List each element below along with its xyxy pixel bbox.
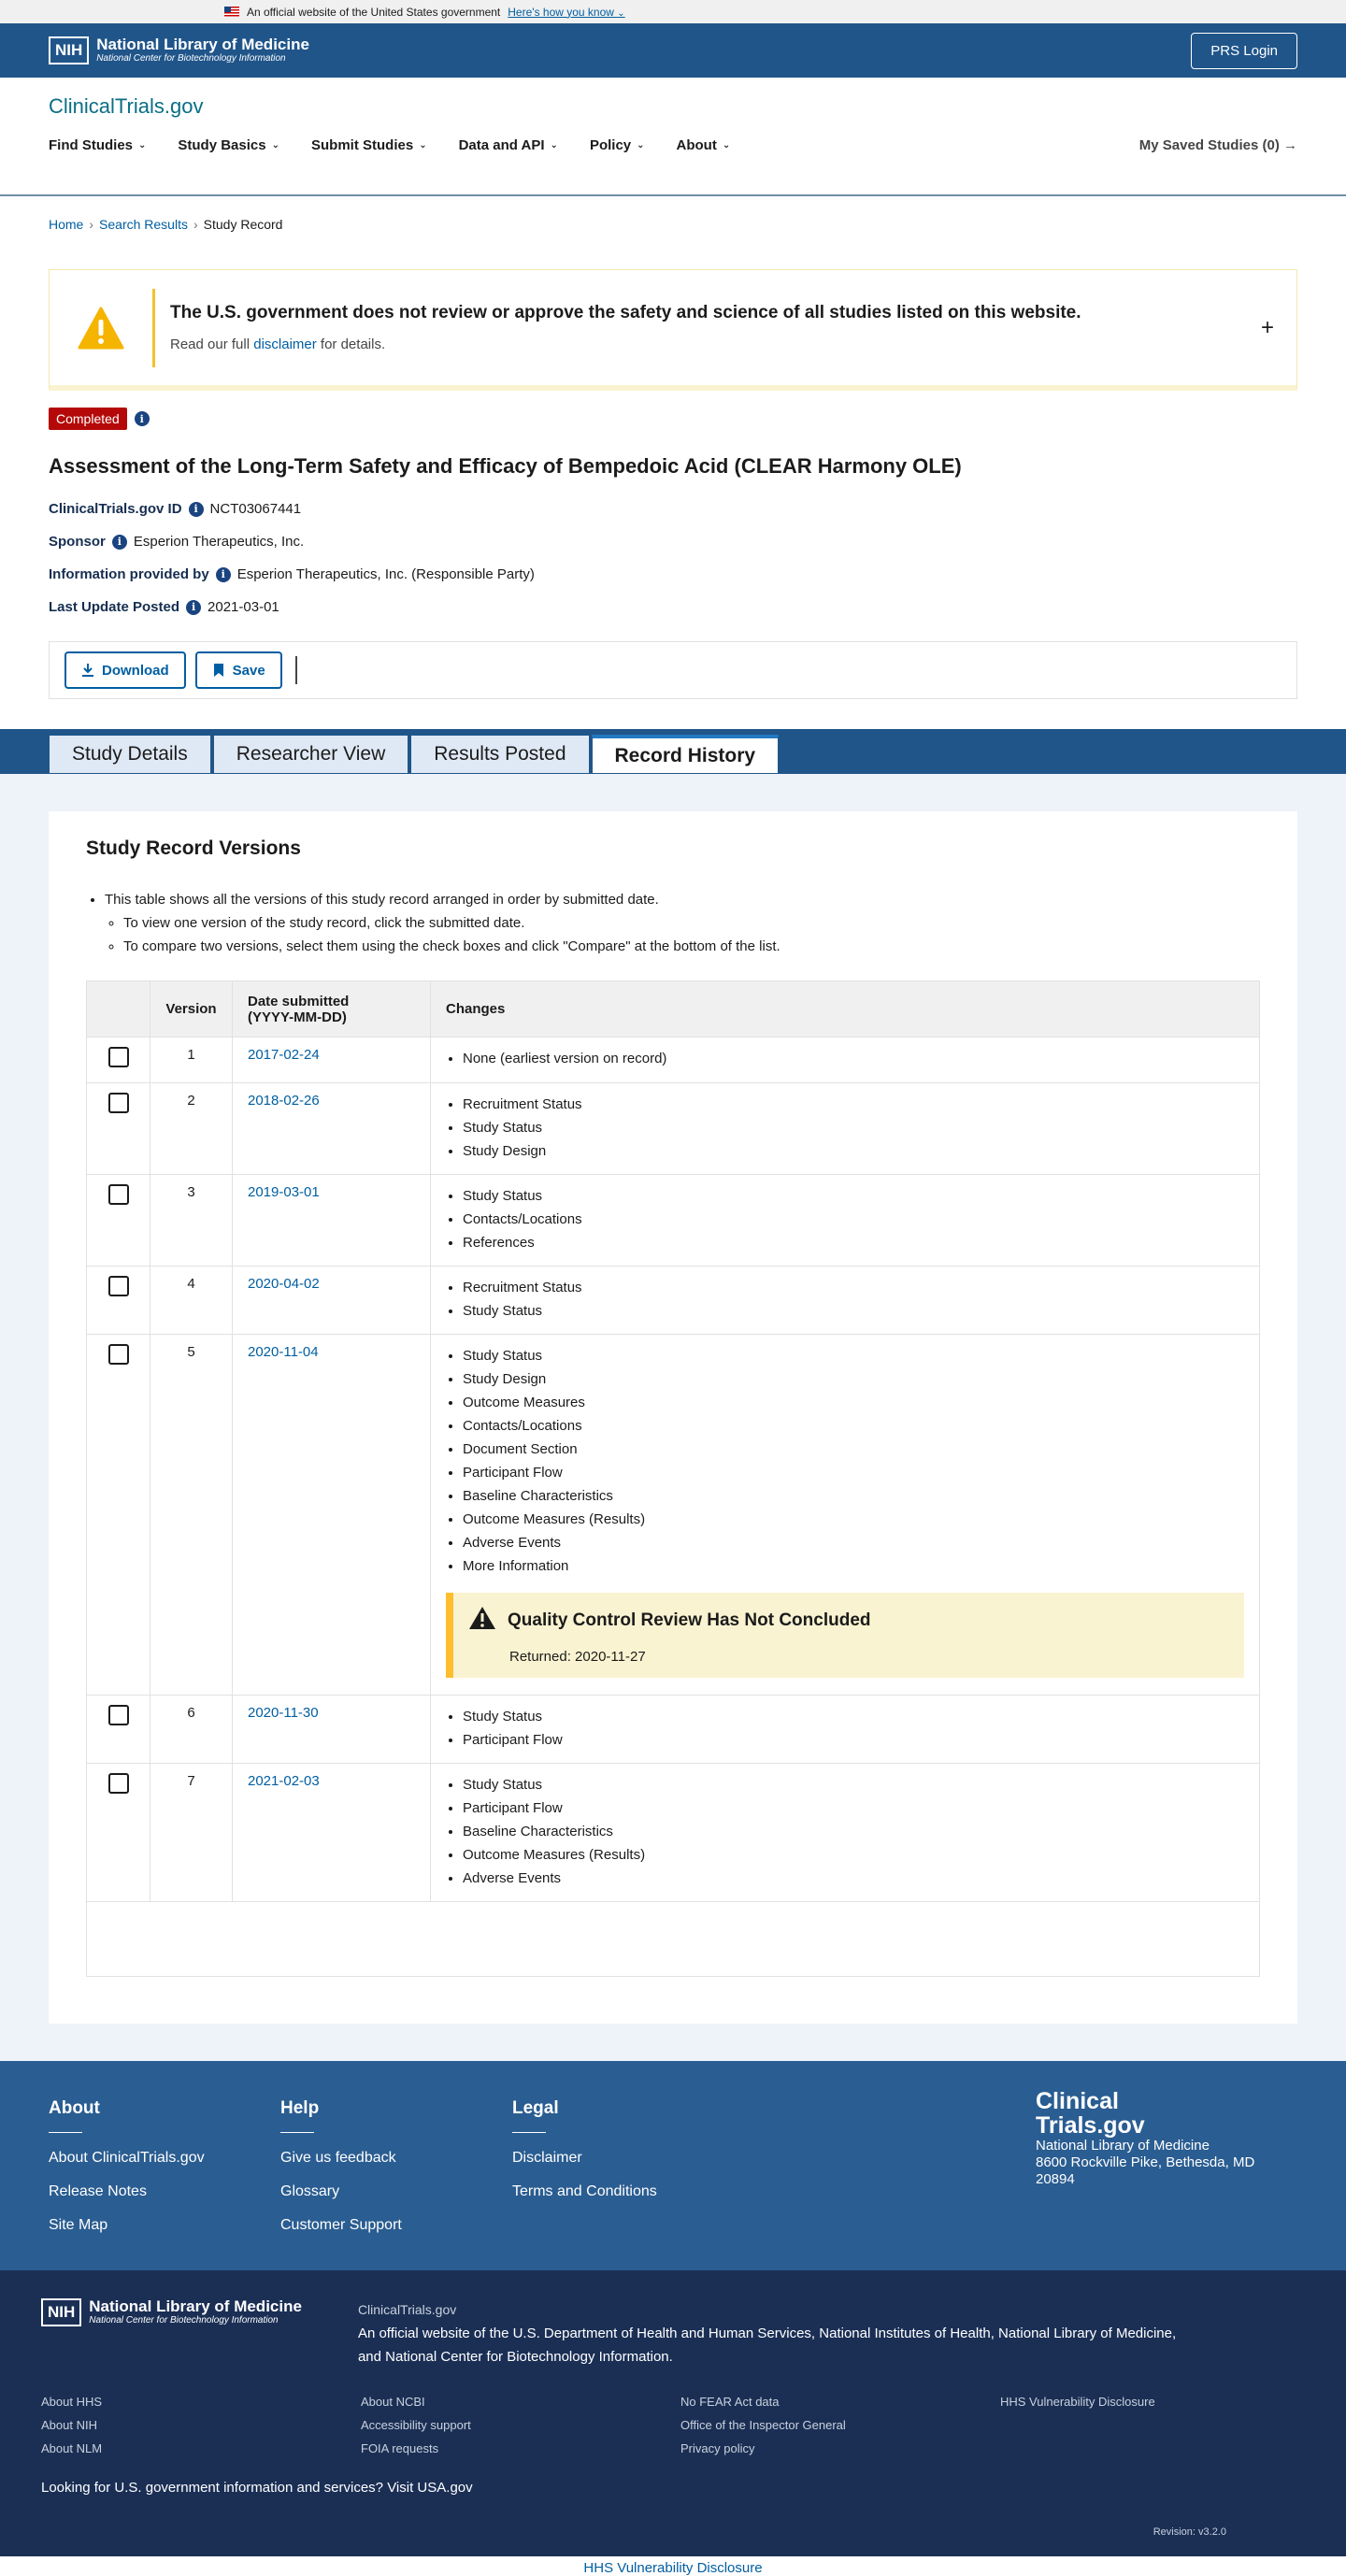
spacer (1000, 2418, 1320, 2432)
info-icon[interactable]: i (135, 411, 150, 426)
change-item: • Participant Flow (463, 1796, 1244, 1820)
versions-instructions (86, 888, 1260, 958)
changes-list (446, 1773, 1244, 1890)
footer-col-title: About (49, 2098, 100, 2118)
divider (512, 2132, 546, 2133)
footer-address: Clinical Trials.gov National Library of Medicine 8600 Rockville Pike, Bethesda, MD 20894 (1036, 2088, 1255, 2187)
change-item: • Contacts/Locations (463, 1208, 1244, 1231)
id-label: ClinicalTrials.gov ID (49, 501, 182, 517)
site-footer (0, 2061, 1346, 2270)
change-item: • Outcome Measures (Results) (463, 1843, 1244, 1867)
info-icon[interactable]: i (112, 535, 127, 550)
warning-icon (468, 1606, 496, 1636)
change-item: • Outcome Measures (463, 1391, 1244, 1414)
change-item: • Study Status (463, 1184, 1244, 1208)
changes-list (446, 1184, 1244, 1254)
change-item: • Recruitment Status (463, 1276, 1244, 1299)
nlm-footer (0, 2270, 1346, 2556)
change-item: • Recruitment Status (463, 1093, 1244, 1116)
change-item: • More Information (463, 1554, 1244, 1578)
row-checkbox[interactable] (108, 1093, 129, 1113)
info-icon[interactable]: i (216, 567, 231, 582)
version-number: 6 (150, 1696, 233, 1764)
row-checkbox[interactable] (108, 1184, 129, 1205)
change-item: • References (463, 1231, 1244, 1254)
version-date-link[interactable]: 2018-02-26 (248, 1093, 320, 1109)
chevron-down-icon: ⌄ (271, 140, 279, 150)
changes-list (446, 1276, 1244, 1323)
footer-link[interactable]: Release Notes (49, 2183, 147, 2199)
version-date-link[interactable]: 2020-04-02 (248, 1276, 320, 1292)
chevron-right-icon: › (89, 217, 94, 232)
status-badge: Completed (49, 408, 127, 430)
divider (49, 2132, 82, 2133)
chevron-down-icon: ⌄ (419, 140, 427, 150)
bookmark-icon (212, 663, 225, 678)
main-nav (49, 137, 1297, 153)
version-number: 5 (150, 1335, 233, 1696)
version-date-link[interactable]: 2021-02-03 (248, 1773, 320, 1789)
version-number: 2 (150, 1083, 233, 1175)
version-date-link[interactable]: 2019-03-01 (248, 1184, 320, 1200)
nlm-link[interactable]: National Library of Medicine (998, 2326, 1172, 2341)
nih-mark: NIH (49, 36, 89, 64)
gov-banner (0, 0, 1346, 23)
nav-item-1[interactable]: Study Basics ⌄ (178, 137, 279, 153)
versions-title: Study Record Versions (86, 837, 301, 859)
changes-list (446, 1093, 1244, 1163)
table-row-empty (87, 1902, 1260, 1977)
footer-link[interactable]: Site Map (49, 2217, 108, 2233)
row-checkbox[interactable] (108, 1047, 129, 1067)
version-number: 1 (150, 1038, 233, 1083)
heres-how-link[interactable]: Here's how you know ⌄ (508, 5, 625, 19)
download-icon (81, 663, 94, 678)
nlm-footer-link[interactable]: About NLM (41, 2441, 103, 2455)
change-item: • Study Status (463, 1299, 1244, 1323)
footer-col-title: Legal (512, 2098, 559, 2118)
qc-title: Quality Control Review Has Not Concluded (508, 1610, 871, 1630)
ncbi-link[interactable]: National Center for Biotechnology Information (385, 2349, 669, 2365)
chevron-down-icon: ⌄ (637, 140, 645, 150)
nlm-footer-link[interactable]: Accessibility support (361, 2418, 471, 2432)
download-button[interactable]: Download (64, 651, 186, 689)
header-version: Version (150, 981, 233, 1038)
nct-id: NCT03067441 (209, 501, 302, 517)
ncbi-name: National Center for Biotechnology Information (96, 53, 286, 64)
nlm-footer-link[interactable]: About NCBI (361, 2395, 425, 2409)
version-date-link[interactable]: 2017-02-24 (248, 1047, 320, 1063)
saved-studies-link[interactable]: My Saved Studies (0) → (1138, 137, 1297, 153)
intro-text: • This table shows all the versions of this study record arranged in order by submitted date. (105, 888, 1260, 911)
breadcrumb-current: Study Record (203, 217, 283, 232)
row-checkbox[interactable] (108, 1705, 129, 1725)
study-meta (49, 501, 1297, 615)
nlm-footer-link[interactable]: Office of the Inspector General (680, 2418, 846, 2432)
change-item: • Study Status (463, 1705, 1244, 1728)
change-item: • Baseline Characteristics (463, 1820, 1244, 1843)
version-number: 3 (150, 1175, 233, 1267)
chevron-down-icon: ⌄ (138, 140, 147, 150)
version-date-link[interactable]: 2020-11-30 (248, 1705, 319, 1721)
hhs-link[interactable]: U.S. Department of Health and Human Services (512, 2326, 811, 2341)
footer-link[interactable]: Give us feedback (280, 2150, 396, 2166)
info-icon[interactable]: i (189, 502, 204, 517)
tab-3[interactable]: Record History (592, 735, 780, 774)
footer-col-about (49, 2098, 280, 2237)
footer-col-title: Help (280, 2098, 320, 2118)
study-title: Assessment of the Long-Term Safety and Efficacy of Bempedoic Acid (CLEAR Harmony OLE) (49, 454, 962, 478)
table-row (87, 1335, 1260, 1696)
change-item: • Study Status (463, 1773, 1244, 1796)
nlm-footer-logo[interactable]: NIH National Library of Medicine National Center for Biotechnology Information (41, 2298, 302, 2326)
changes-list (446, 1344, 1244, 1578)
nlm-footer-link[interactable]: About NIH (41, 2418, 97, 2432)
change-item: • Baseline Characteristics (463, 1484, 1244, 1508)
breadcrumb-home[interactable]: Home (49, 217, 84, 232)
footer-links (41, 2395, 1305, 2455)
nav-item-5[interactable]: About ⌄ (676, 137, 731, 153)
table-row (87, 1083, 1260, 1175)
spacer (1000, 2441, 1320, 2455)
us-flag-icon (224, 7, 239, 17)
qc-returned: Returned: 2020-11-27 (509, 1649, 646, 1665)
version-number: 7 (150, 1764, 233, 1902)
hhs-vulnerability-link[interactable]: HHS Vulnerability Disclosure (583, 2560, 763, 2576)
version-number: 4 (150, 1267, 233, 1335)
update-value: 2021-03-01 (208, 599, 279, 615)
clinicaltrials-logo[interactable]: ClinicalTrials.gov (49, 94, 204, 118)
chevron-right-icon: › (193, 217, 198, 232)
change-item: • Study Design (463, 1139, 1244, 1163)
change-item: • Participant Flow (463, 1728, 1244, 1752)
prs-login-button[interactable]: PRS Login (1191, 33, 1297, 69)
breadcrumb (0, 196, 1346, 252)
footer-link[interactable]: Glossary (280, 2183, 340, 2199)
changes-list (446, 1047, 1244, 1070)
change-item: • Study Design (463, 1367, 1244, 1391)
change-item: • Document Section (463, 1438, 1244, 1461)
instruction-view: ◦ To view one version of the study record, click the submitted date. (123, 911, 1260, 935)
header-changes: Changes (431, 981, 1260, 1038)
change-item: • Contacts/Locations (463, 1414, 1244, 1438)
row-checkbox[interactable] (108, 1773, 129, 1794)
row-checkbox[interactable] (108, 1276, 129, 1296)
disclaimer-title: The U.S. government does not review or approve the safety and science of all studies listed on this website. (170, 303, 1081, 322)
version-date-link[interactable]: 2020-11-04 (248, 1344, 319, 1360)
official-site-text: ClinicalTrials.gov An official website of the U.S. Department of Health and Human Services, National Institutes of Health, National Library of Medicine, and National Center for Biotechnology Information. (357, 2302, 1177, 2365)
nav-item-0[interactable]: Find Studies ⌄ (49, 137, 147, 153)
table-row (87, 1764, 1260, 1902)
nlm-footer-link[interactable]: FOIA requests (361, 2441, 439, 2455)
content-area (0, 774, 1346, 2061)
breadcrumb-search-results[interactable]: Search Results (99, 217, 188, 232)
row-checkbox[interactable] (108, 1344, 129, 1365)
footer-link[interactable]: About ClinicalTrials.gov (49, 2150, 205, 2166)
tabs-bar (0, 729, 1346, 774)
table-row (87, 1038, 1260, 1083)
change-item: • Outcome Measures (Results) (463, 1508, 1244, 1531)
nlm-logo[interactable] (49, 36, 309, 64)
info-icon[interactable]: i (186, 600, 201, 615)
usa-gov-link[interactable]: Visit USA.gov (387, 2480, 473, 2496)
change-item: • Study Status (463, 1344, 1244, 1367)
sponsor-value: Esperion Therapeutics, Inc. (133, 534, 305, 550)
update-label: Last Update Posted (49, 599, 180, 615)
disclaimer-text: Read our full disclaimer for details. (170, 336, 386, 352)
nih-link[interactable]: National Institutes of Health (819, 2326, 991, 2341)
table-row (87, 1267, 1260, 1335)
table-row (87, 1175, 1260, 1267)
tab-2[interactable]: Results Posted (410, 735, 589, 774)
change-item: • Study Status (463, 1116, 1244, 1139)
header-select (87, 981, 150, 1038)
disclaimer-alert (49, 269, 1297, 391)
change-item: • None (earliest version on record) (463, 1047, 1244, 1070)
disclaimer-link[interactable]: disclaimer (253, 336, 317, 352)
nlm-footer-link[interactable]: HHS Vulnerability Disclosure (1000, 2395, 1155, 2409)
expand-plus-icon[interactable]: + (1260, 315, 1274, 340)
footer-link[interactable]: Terms and Conditions (512, 2183, 657, 2199)
footer-link[interactable]: Disclaimer (512, 2150, 582, 2166)
nav-item-4[interactable]: Policy ⌄ (589, 137, 645, 153)
footer-ctg-logo[interactable]: Clinical Trials.gov (1036, 2088, 1145, 2139)
warning-icon (50, 307, 152, 350)
chevron-down-icon: ⌄ (722, 140, 731, 150)
table-row (87, 1696, 1260, 1764)
footer-link[interactable]: Customer Support (280, 2217, 402, 2233)
nav-item-2[interactable]: Submit Studies ⌄ (311, 137, 427, 153)
change-item: • Participant Flow (463, 1461, 1244, 1484)
tab-0[interactable]: Study Details (49, 735, 211, 774)
change-item: • Adverse Events (463, 1867, 1244, 1890)
site-header (0, 78, 1346, 196)
usa-gov-line: Looking for U.S. government information and services? Visit USA.gov (41, 2480, 473, 2496)
tab-1[interactable]: Researcher View (213, 735, 409, 774)
footer-col-help (280, 2098, 512, 2237)
qc-alert (446, 1593, 1244, 1678)
nlm-name: National Library of Medicine (96, 36, 309, 53)
instruction-compare: ◦ To compare two versions, select them using the check boxes and click "Compare" at the bottom of the list. (123, 935, 1260, 958)
chevron-down-icon: ⌄ (550, 140, 558, 150)
revision: Revision: v3.2.0 (1153, 2526, 1226, 2538)
footer-col-legal (512, 2098, 744, 2237)
status-row (49, 408, 1297, 430)
action-bar (49, 641, 1297, 699)
versions-table (86, 980, 1260, 1977)
nlm-footer-link[interactable]: About HHS (41, 2395, 103, 2409)
nlm-footer-link[interactable]: No FEAR Act data (680, 2395, 780, 2409)
nav-item-3[interactable]: Data and API ⌄ (458, 137, 558, 153)
versions-card (49, 811, 1297, 2024)
provided-value: Esperion Therapeutics, Inc. (Responsible Party) (236, 566, 535, 582)
gov-banner-text: An official website of the United States government (247, 5, 501, 19)
save-button[interactable]: Save (195, 651, 282, 689)
changes-list (446, 1705, 1244, 1752)
provided-label: Information provided by (49, 566, 209, 582)
nih-bar (0, 23, 1346, 78)
change-item: • Adverse Events (463, 1531, 1244, 1554)
divider (295, 656, 297, 684)
header-date: Date submitted (YYYY-MM-DD) (233, 981, 431, 1038)
nlm-footer-link[interactable]: Privacy policy (680, 2441, 755, 2455)
sponsor-label: Sponsor (49, 534, 106, 550)
divider (280, 2132, 314, 2133)
